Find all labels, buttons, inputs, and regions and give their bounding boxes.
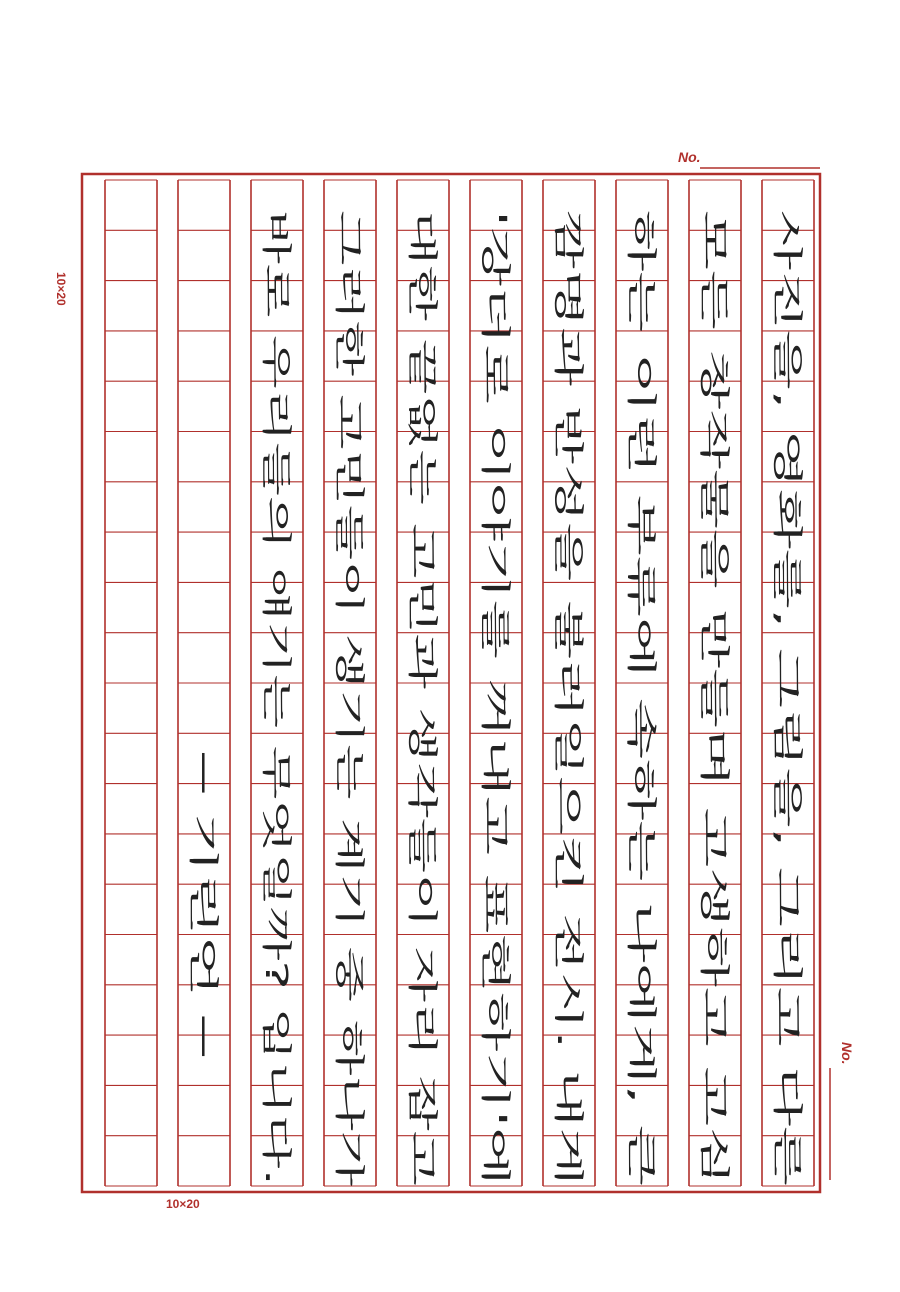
handwritten-column: 사진을, 영화를, 그림을, 그리고 다른 — [769, 210, 804, 683]
size-label-side: 10×20 — [54, 272, 68, 306]
handwritten-column: 하는 이런 부류에 속하는 나에게, 큰 — [623, 210, 658, 674]
no-label-top: No. — [678, 149, 701, 165]
manuscript-columns — [185, 210, 804, 1186]
handwritten-column: '강더로 이야기를 꺼내고 표현하기'에 — [477, 210, 512, 690]
size-label-bottom: 10×20 — [166, 1197, 200, 1211]
handwritten-column: 깜명과 반성을 불러일으킨 전시. 내게 — [550, 210, 585, 693]
no-label-side: No. — [839, 1042, 855, 1065]
handwritten-column: 바로 우리들의 얘기는 무엇일까? 입니다. — [258, 210, 293, 738]
handwritten-column: 그러한 고민들이 생기는 계기 중 하나가 — [331, 210, 366, 722]
handwritten-column: 대한 끝없는 고민과 생각들이 자리 잡고 — [404, 210, 439, 722]
handwritten-column: ─ 기린언 ─ — [185, 753, 220, 896]
handwritten-column: 모든 창작물을 만들며 고생하고 고심 — [696, 210, 731, 684]
